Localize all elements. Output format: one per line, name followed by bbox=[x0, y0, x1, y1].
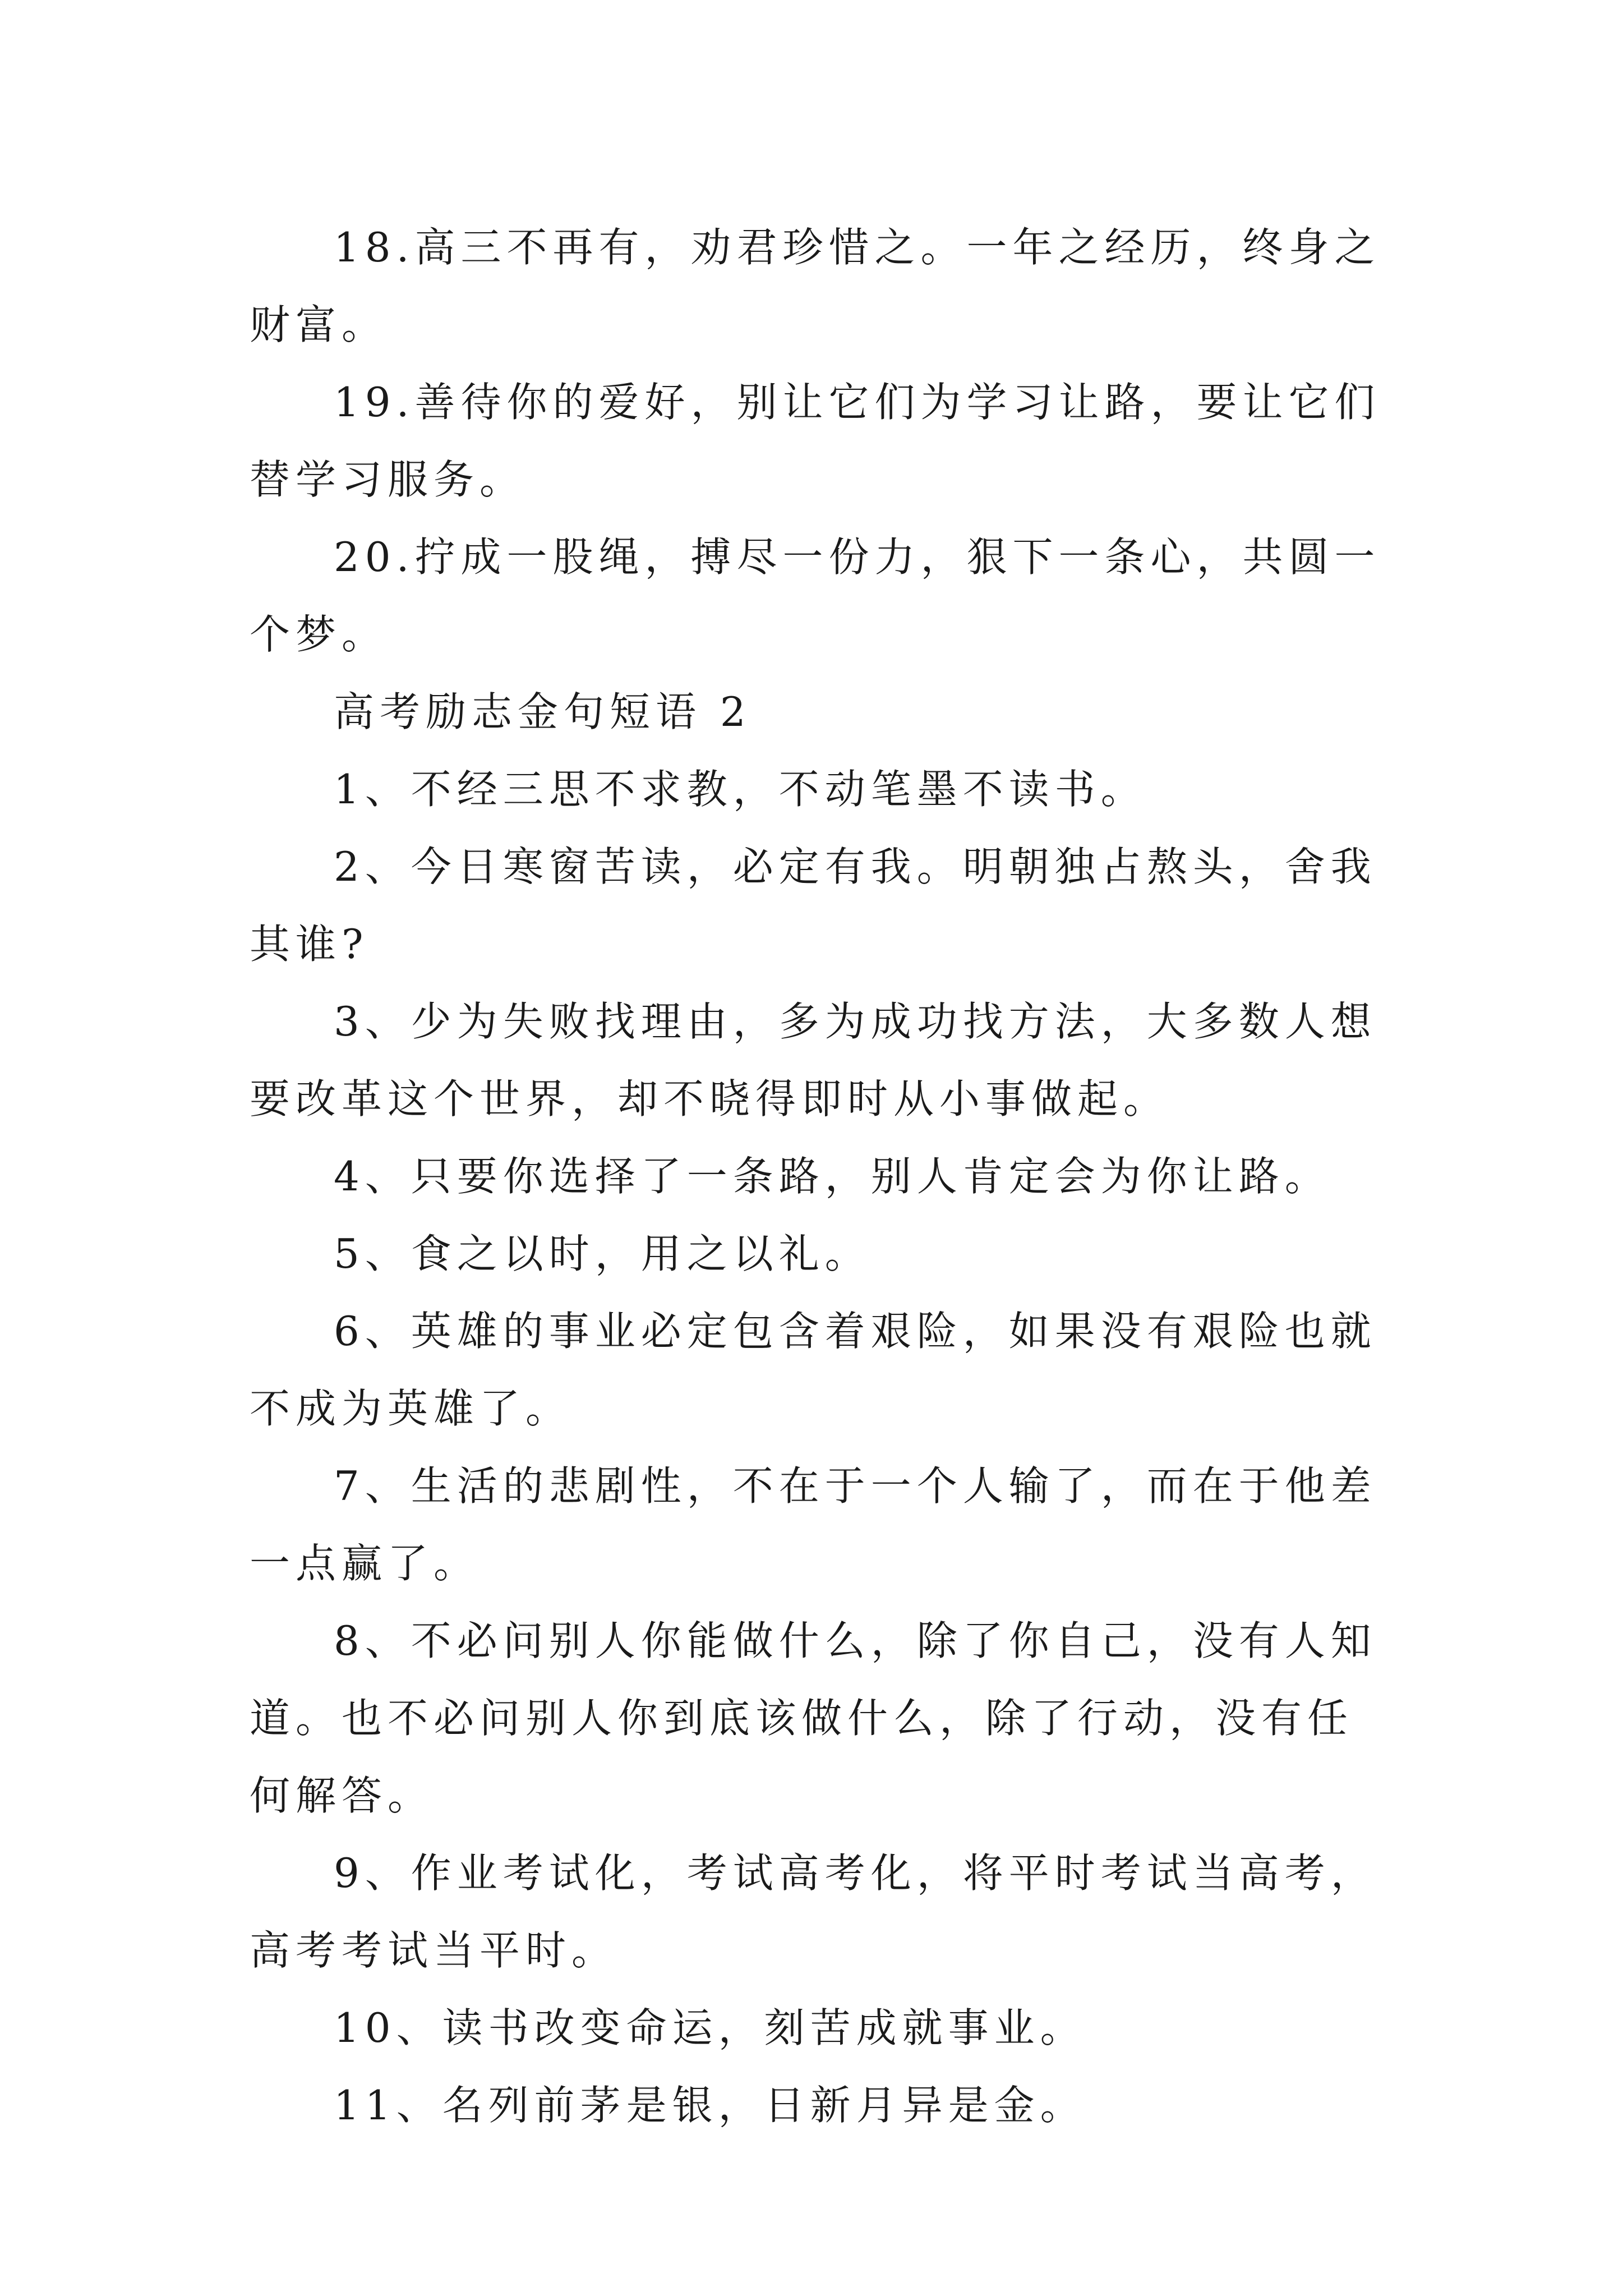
quote-3: 3、少为失败找理由，多为成功找方法，大多数人想要改革这个世界，却不晓得即时从小事做起。 bbox=[250, 998, 1377, 1122]
document-body bbox=[250, 209, 1388, 2144]
quote-8: 8、不必问别人你能做什么，除了你自己，没有人知道。也不必问别人你到底该做什么，除了行动，没有任何解答。 bbox=[250, 1617, 1377, 1819]
quote-4: 4、只要你选择了一条路，别人肯定会为你让路。 bbox=[334, 1153, 1331, 1200]
quote-5: 5、食之以时，用之以礼。 bbox=[334, 1230, 871, 1277]
quote-7: 7、生活的悲剧性，不在于一个人输了，而在于他差一点赢了。 bbox=[250, 1462, 1377, 1587]
quote-11: 11、名列前茅是银，日新月异是金。 bbox=[334, 2082, 1086, 2129]
quote-20: 20.拧成一股绳，搏尽一份力，狠下一条心，共圆一个梦。 bbox=[250, 533, 1381, 658]
quote-6: 6、英雄的事业必定包含着艰险，如果没有艰险也就不成为英雄了。 bbox=[250, 1308, 1377, 1432]
section-heading: 高考励志金句短语 2 bbox=[334, 688, 751, 735]
quote-18: 18.高三不再有，劝君珍惜之。一年之经历，终身之财富。 bbox=[250, 224, 1381, 348]
quote-1: 1、不经三思不求教，不动笔墨不读书。 bbox=[334, 766, 1147, 813]
quote-9: 9、作业考试化，考试高考化，将平时考试当高考，高考考试当平时。 bbox=[250, 1849, 1377, 1974]
quote-19: 19.善待你的爱好，别让它们为学习让路，要让它们替学习服务。 bbox=[250, 379, 1381, 503]
quote-2: 2、今日寒窗苦读，必定有我。明朝独占熬头，舍我其谁? bbox=[250, 843, 1377, 968]
quote-10: 10、读书改变命运，刻苦成就事业。 bbox=[334, 2004, 1086, 2051]
